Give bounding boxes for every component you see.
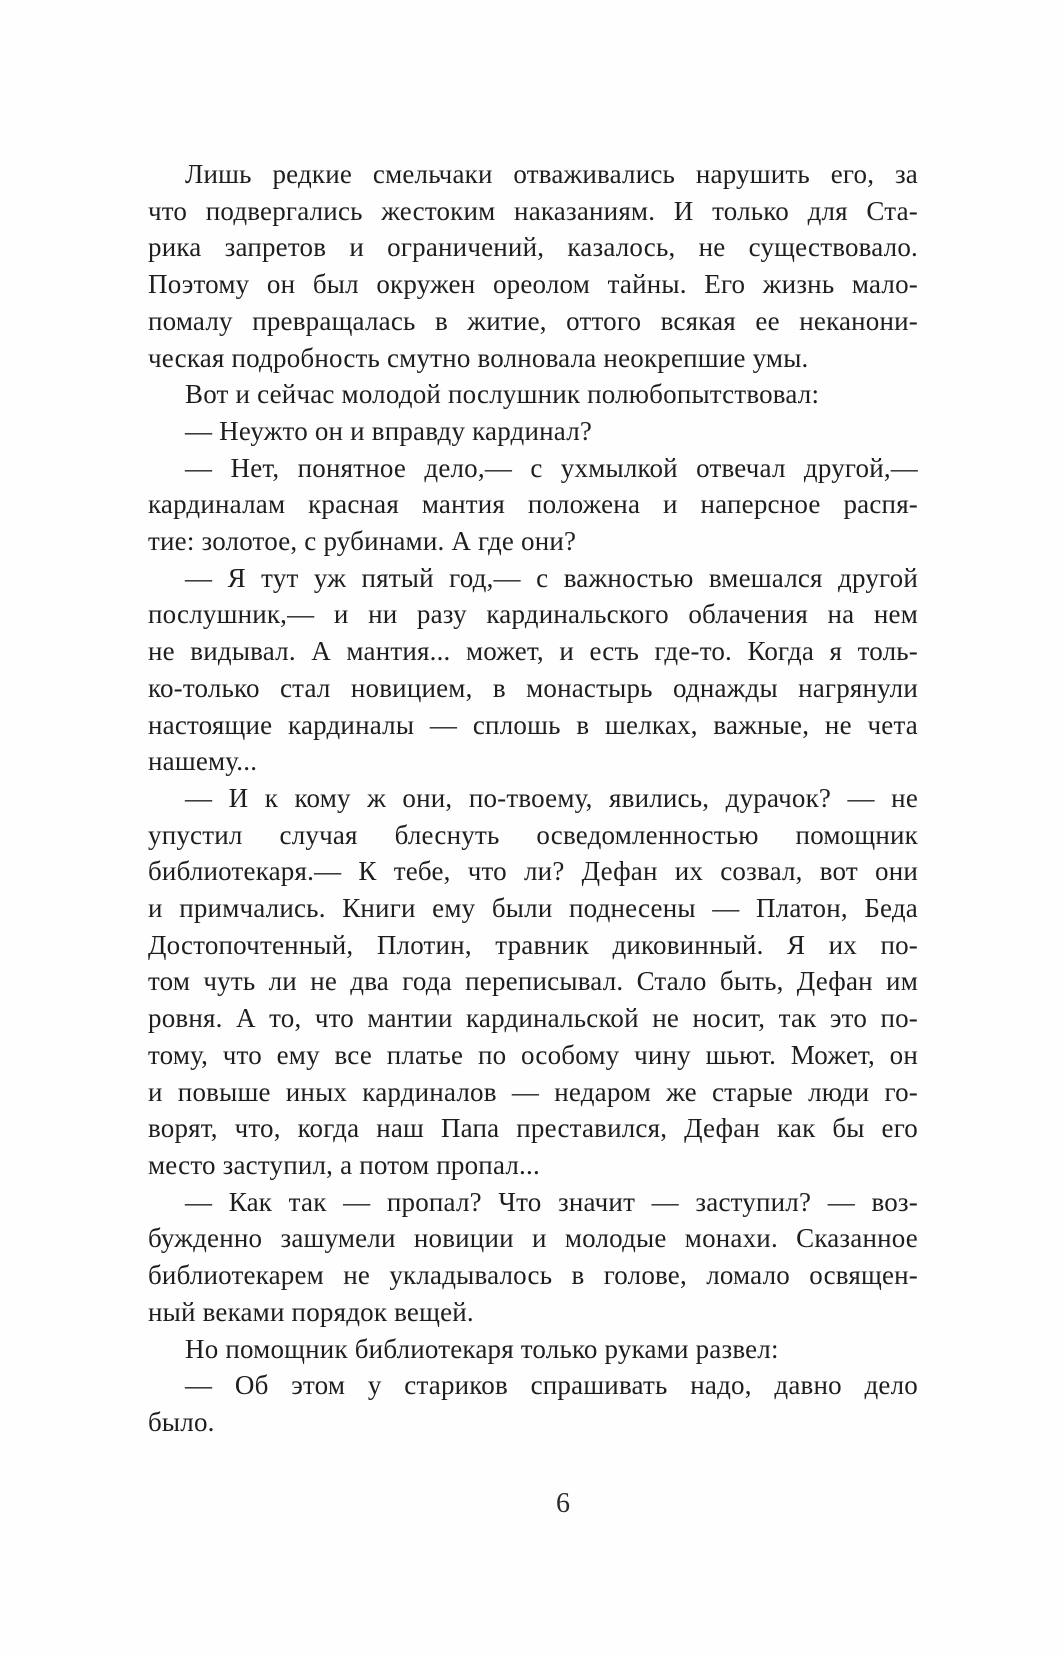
text-line: Лишь редкие смельчаки отваживались нарушить его, за <box>185 159 918 189</box>
text-line: не видывал. А мантия... может, и есть где-то. Когда я толь- <box>148 636 918 667</box>
page-number: 6 <box>556 1488 570 1519</box>
paragraph <box>148 1331 918 1368</box>
text-line: что подвергались жестоким наказаниям. И только для Ста- <box>148 195 918 226</box>
text-line: ческая подробность смутно волновала неокрепшие умы. <box>148 342 809 373</box>
paragraph <box>148 780 918 1184</box>
text-line: библиотекаря.— К тебе, что ли? Дефан их созвал, вот они <box>148 856 918 887</box>
text-line: тие: золотое, с рубинами. А где они? <box>148 526 577 557</box>
paragraph <box>148 1367 918 1440</box>
text-line: — Как так — пропал? Что значит — заступил? — воз- <box>185 1186 918 1217</box>
paragraph <box>148 413 918 450</box>
text-line: Поэтому он был окружен ореолом тайны. Его жизнь мало- <box>148 269 918 300</box>
paragraph <box>148 450 918 560</box>
text-line: и повыше иных кардиналов — недаром же старые люди го- <box>148 1076 918 1107</box>
text-line: Вот и сейчас молодой послушник полюбопытствовал: <box>185 379 820 410</box>
text-line: кардиналам красная мантия положена и наперсное распя- <box>148 489 918 520</box>
text-line: рика запретов и ограничений, казалось, не существовало. <box>148 232 918 263</box>
text-line: послушник,— и ни разу кардинальского облачения на нем <box>148 599 918 630</box>
text-line: ворят, что, когда наш Папа преставился, Дефан как бы его <box>148 1113 918 1144</box>
text-line: бужденно зашумели новиции и молодые монахи. Сказанное <box>148 1223 918 1254</box>
text-line: и примчались. Книги ему были поднесены — Платон, Беда <box>148 893 918 924</box>
text-line: настоящие кардиналы — сплошь в шелках, важные, не чета <box>148 709 918 740</box>
text-line: упустил случая блеснуть осведомленностью помощник <box>148 819 918 850</box>
text-line: Но помощник библиотекаря только руками развел: <box>185 1333 779 1364</box>
text-line: — И к кому ж они, по-твоему, явились, дурачок? — не <box>185 782 918 813</box>
page-text <box>148 156 918 1441</box>
text-line: тому, что ему все платье по особому чину шьют. Может, он <box>148 1039 918 1070</box>
paragraph <box>148 156 918 376</box>
text-line: нашему... <box>148 746 258 777</box>
paragraph <box>148 376 918 413</box>
text-line: — Неужто он и вправду кардинал? <box>185 415 593 446</box>
paragraph <box>148 1184 918 1331</box>
text-line: было. <box>148 1406 215 1437</box>
text-line: Достопочтенный, Плотин, травник диковинный. Я их по- <box>148 929 918 960</box>
text-line: — Об этом у стариков спрашивать надо, давно дело <box>185 1370 918 1401</box>
text-line: том чуть ли не два года переписывал. Стало быть, Дефан им <box>148 966 918 997</box>
text-line: ный веками порядок вещей. <box>148 1296 474 1327</box>
text-line: ровня. А то, что мантии кардинальской не носит, так это по- <box>148 1003 918 1034</box>
paragraph <box>148 560 918 780</box>
text-line: — Я тут уж пятый год,— с важностью вмешался другой <box>185 562 918 593</box>
text-line: ко-только стал новицием, в монастырь однажды нагрянули <box>148 672 918 703</box>
text-line: библиотекарем не укладывалось в голове, ломало освящен- <box>148 1260 918 1291</box>
text-line: место заступил, а потом пропал... <box>148 1149 540 1180</box>
text-line: — Нет, понятное дело,— с ухмылкой отвечал другой,— <box>185 452 918 483</box>
text-line: помалу превращалась в житие, оттого всякая ее неканони- <box>148 305 918 336</box>
